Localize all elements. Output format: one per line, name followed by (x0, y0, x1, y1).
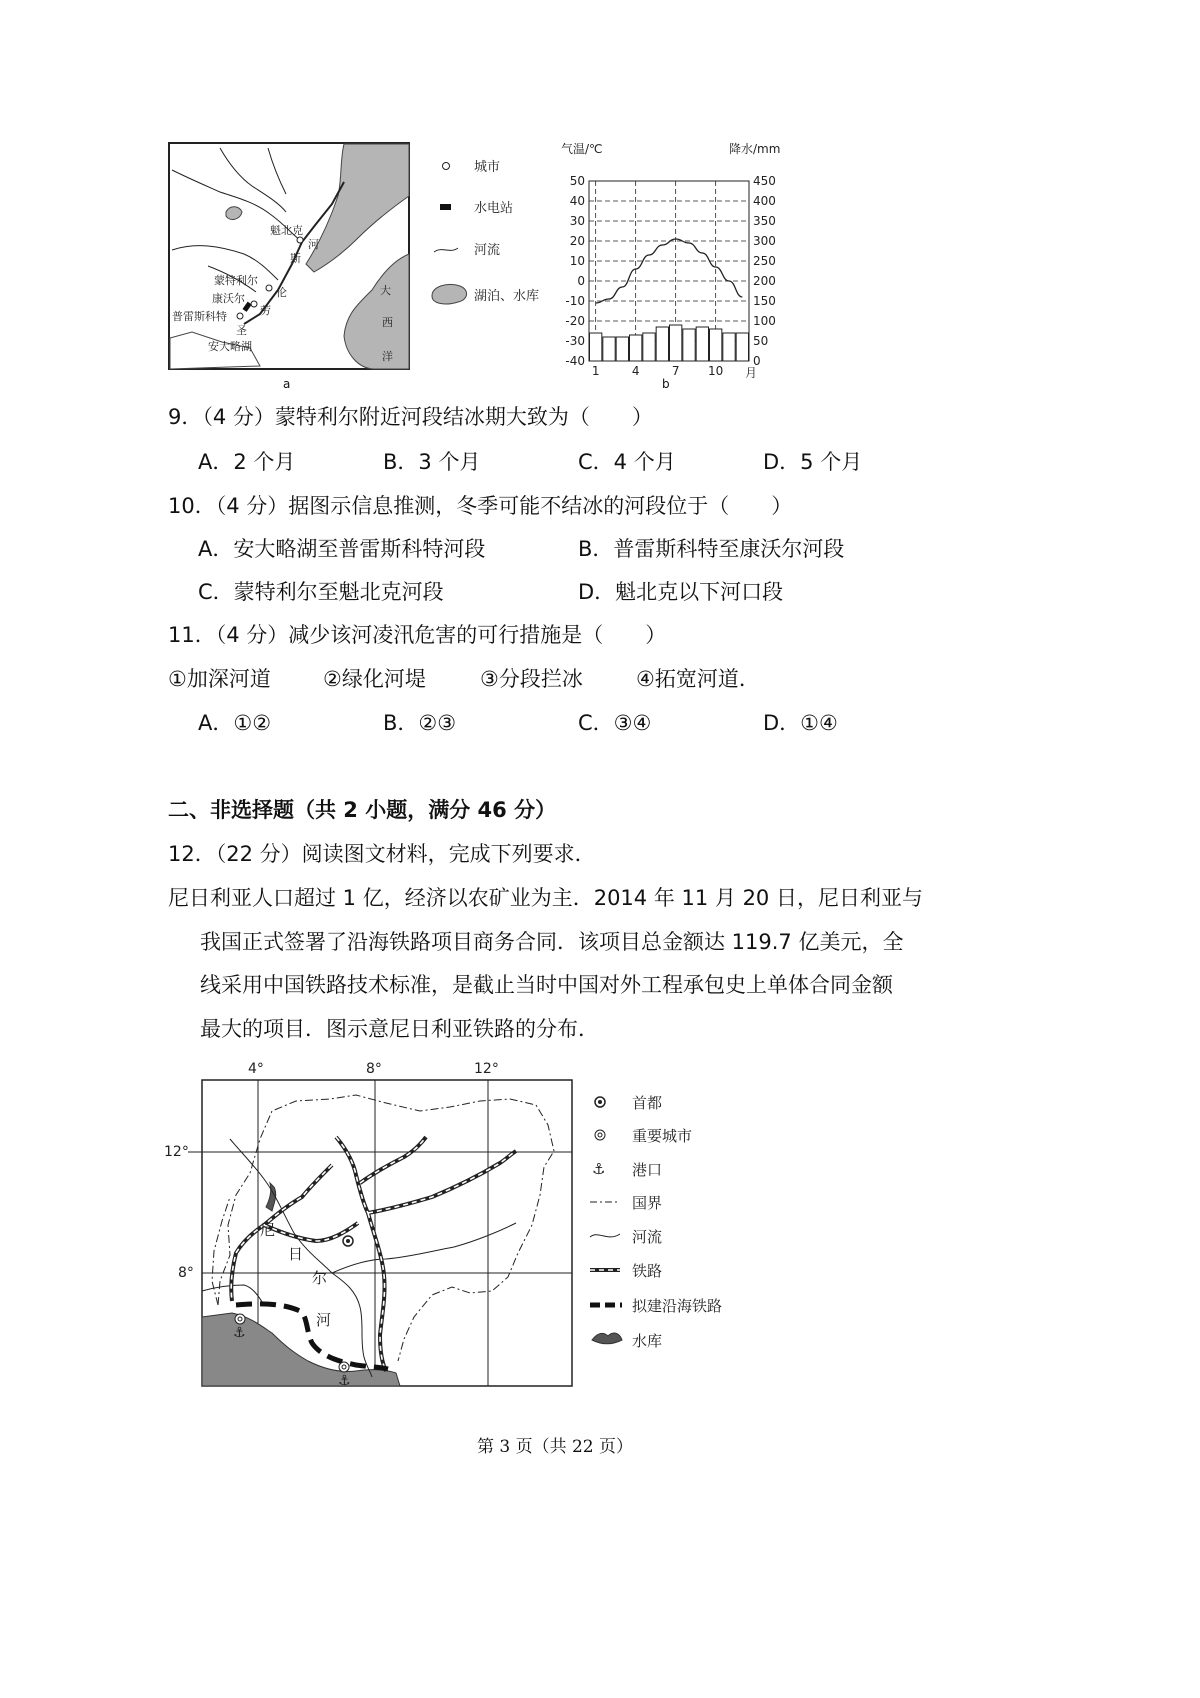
chart-caption-b: b (662, 377, 670, 391)
river-label-1: 尼 (260, 1221, 276, 1239)
map-label-cornwall: 康沃尔 (212, 292, 245, 305)
precip-tick-label: 200 (753, 274, 776, 288)
major-city-marker-south (339, 1362, 349, 1372)
q9-option-b: B．3 个月 (383, 450, 481, 474)
river-label-3: 尔 (312, 1269, 328, 1287)
fig2-legend (588, 1090, 758, 1355)
lake-reservoir-icon (432, 284, 467, 304)
temp-tick-label: -40 (565, 354, 585, 368)
reservoir-icon (592, 1333, 622, 1344)
legend-label-hydropower: 水电站 (474, 201, 514, 216)
map-label-ocean-3: 洋 (382, 350, 393, 363)
precip-bar (670, 325, 682, 361)
legend-label-river: 河流 (474, 243, 501, 258)
map-label-river-5: 河 (308, 238, 319, 251)
legend-label-river: 河流 (632, 1228, 663, 1246)
q12-paragraph-line-1: 尼日利亚人口超过 1 亿，经济以农矿业为主．2014 年 11 月 20 日，尼日利亚与 (168, 886, 923, 910)
precip-bar (696, 327, 708, 361)
lon-label-8: 8° (366, 1061, 382, 1077)
month-tick-label: 10 (708, 364, 724, 378)
q9-option-a: A．2 个月 (198, 450, 296, 474)
st-lawrence-map (168, 142, 413, 374)
temp-tick-label: 30 (569, 214, 585, 228)
legend-label-port: 港口 (632, 1161, 663, 1179)
legend-label-reservoir: 水库 (632, 1332, 663, 1350)
temp-tick-label: 0 (577, 274, 585, 288)
q11-measure-4: ④拓宽河道． (636, 667, 760, 691)
left-axis-label: 气温/℃ (561, 142, 603, 156)
temperature-curve (596, 239, 743, 303)
map-caption-a: a (283, 377, 291, 391)
precip-bar (603, 337, 615, 361)
precip-tick-label: 150 (753, 294, 776, 308)
q10-option-a: A．安大略湖至普雷斯科特河段 (198, 537, 486, 561)
montreal-city-marker (266, 285, 272, 291)
q10-option-b: B．普雷斯科特至康沃尔河段 (578, 537, 845, 561)
lat-label-8: 8° (178, 1265, 194, 1281)
city-icon (443, 163, 450, 170)
precip-bar (656, 327, 668, 361)
port-marker-west: ⚓ (233, 1325, 246, 1341)
page-footer: 第 3 页（共 22 页） (476, 1437, 634, 1457)
precip-bar (723, 333, 735, 361)
river-icon (434, 248, 458, 252)
q11-option-b: B．②③ (383, 711, 457, 735)
q11-measure-3: ③分段拦冰 (480, 667, 583, 691)
precip-tick-label: 0 (753, 354, 761, 368)
capital-icon (595, 1097, 605, 1107)
prescott-city-marker (237, 313, 243, 319)
precip-tick-label: 400 (753, 194, 776, 208)
q11-measure-1: ①加深河道 (168, 667, 271, 691)
map-label-river-2: 劳 (260, 304, 271, 317)
nigeria-railway-map (160, 1055, 585, 1395)
month-tick-label: 1 (591, 364, 600, 378)
precip-bar (710, 329, 722, 361)
q10-option-d: D．魁北克以下河口段 (578, 580, 784, 604)
precip-bar (683, 329, 695, 361)
q9-stem: 9．（4 分）蒙特利尔附近河段结冰期大致为（ ） (168, 405, 653, 429)
port-icon: ⚓ (592, 1160, 606, 1178)
map-label-river-3: 伦 (276, 286, 287, 299)
q12-paragraph-line-4: 最大的项目．图示意尼日利亚铁路的分布． (200, 1017, 599, 1041)
map-label-montreal: 蒙特利尔 (214, 274, 258, 287)
q11-measure-2: ②绿化河堤 (323, 667, 426, 691)
fig1-legend (428, 150, 553, 315)
map-label-ocean-1: 大 (380, 284, 391, 297)
quebec-city-marker (297, 237, 303, 243)
cornwall-city-marker (251, 301, 257, 307)
port-marker-south: ⚓ (338, 1373, 351, 1389)
map-label-ocean-2: 西 (382, 316, 393, 329)
map-label-river-4: 斯 (290, 252, 301, 265)
lon-label-4: 4° (248, 1061, 264, 1077)
precip-bar (616, 337, 628, 361)
legend-label-planned-railway: 拟建沿海铁路 (632, 1297, 723, 1315)
precip-bar (736, 333, 748, 361)
river-label-4: 河 (316, 1311, 332, 1329)
legend-label-lake: 湖泊、水库 (474, 289, 540, 304)
climate-chart (553, 137, 788, 387)
precip-tick-label: 350 (753, 214, 776, 228)
map-label-prescott: 普雷斯科特 (172, 310, 227, 323)
month-tick-label: 7 (671, 364, 680, 378)
q10-option-c: C．蒙特利尔至魁北克河段 (198, 580, 444, 604)
x-axis-label: 月 (745, 366, 758, 380)
temp-tick-label: 20 (569, 234, 585, 248)
lon-label-12: 12° (474, 1061, 499, 1077)
temp-tick-label: -10 (565, 294, 585, 308)
q9-option-c: C．4 个月 (578, 450, 676, 474)
legend-label-railway: 铁路 (632, 1262, 663, 1280)
precip-tick-label: 450 (753, 174, 776, 188)
q11-option-c: C．③④ (578, 711, 652, 735)
temp-tick-label: -30 (565, 334, 585, 348)
map-label-ontario: 安大略湖 (208, 340, 252, 353)
major-city-icon (595, 1130, 605, 1140)
map-label-river-1: 圣 (236, 324, 247, 337)
legend-label-city: 城市 (474, 160, 501, 175)
map-label-quebec: 魁北克 (270, 224, 303, 237)
legend-label-capital: 首都 (632, 1094, 663, 1112)
precip-bar (590, 333, 602, 361)
precip-tick-label: 300 (753, 234, 776, 248)
major-city-marker-west (235, 1314, 245, 1324)
month-tick-label: 4 (631, 364, 640, 378)
section2-heading: 二、非选择题（共 2 小题，满分 46 分） (168, 798, 557, 822)
river-icon (590, 1234, 620, 1237)
q11-option-a: A．①② (198, 711, 272, 735)
temp-tick-label: -20 (565, 314, 585, 328)
precip-tick-label: 100 (753, 314, 776, 328)
precip-tick-label: 250 (753, 254, 776, 268)
temp-tick-label: 50 (569, 174, 585, 188)
q12-paragraph-line-2: 我国正式签署了沿海铁路项目商务合同．该项目总金额达 119.7 亿美元，全 (200, 930, 904, 954)
river-label-2: 日 (288, 1245, 304, 1263)
precip-bar (643, 333, 655, 361)
precip-tick-label: 50 (753, 334, 769, 348)
q12-paragraph-line-3: 线采用中国铁路技术标准，是截止当时中国对外工程承包史上单体合同金额 (200, 973, 893, 997)
right-axis-label: 降水/mm (729, 142, 781, 156)
precip-bar (630, 335, 642, 361)
q11-option-d: D．①④ (763, 711, 838, 735)
q11-stem: 11．（4 分）减少该河凌汛危害的可行措施是（ ） (168, 623, 667, 647)
temp-tick-label: 40 (569, 194, 585, 208)
legend-label-major-city: 重要城市 (632, 1127, 693, 1145)
q9-option-d: D．5 个月 (763, 450, 863, 474)
hydropower-station-icon (440, 204, 451, 210)
legend-label-border: 国界 (632, 1194, 663, 1212)
q12-stem: 12．（22 分）阅读图文材料，完成下列要求． (168, 842, 596, 866)
temp-tick-label: 10 (569, 254, 585, 268)
q10-stem: 10．（4 分）据图示信息推测，冬季可能不结冰的河段位于（ ） (168, 494, 793, 518)
lat-label-12: 12° (164, 1144, 189, 1160)
